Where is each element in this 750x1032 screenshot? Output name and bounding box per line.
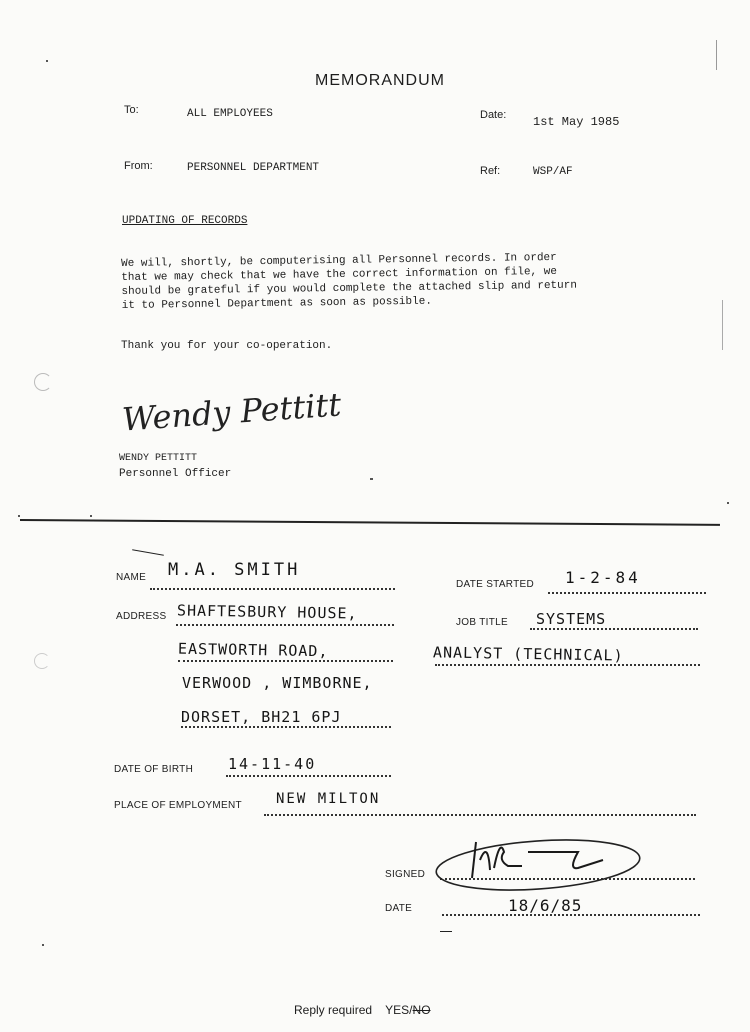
- tear-off-line: [20, 519, 720, 526]
- body-line: it to Personnel Department as soon as possible.: [121, 295, 433, 312]
- reply-label: Reply required: [294, 1003, 373, 1017]
- scan-speck: [722, 300, 723, 350]
- scan-speck: [727, 502, 729, 504]
- signature-squiggle-icon: [428, 830, 642, 892]
- signed-label: SIGNED: [385, 869, 426, 880]
- date-value: 1st May 1985: [533, 115, 620, 129]
- slip-date-value: 18/6/85: [508, 896, 583, 915]
- memo-subject: UPDATING OF RECORDS: [122, 215, 248, 227]
- scan-speck: [90, 515, 92, 517]
- slip-date-label: DATE: [385, 903, 413, 914]
- name-value: M.A. SMITH: [168, 560, 301, 580]
- from-label: From:: [124, 160, 153, 172]
- scan-speck: [46, 60, 48, 62]
- body-line: We will, shortly, be computerising all Personnel records. In order: [121, 251, 557, 270]
- job-title-dots: [435, 658, 700, 666]
- body-line: should be grateful if you would complete the attached slip and return: [121, 279, 578, 298]
- date-label: Date:: [480, 109, 507, 121]
- punch-hole-mark: [34, 373, 52, 391]
- punch-hole-mark: [34, 653, 50, 669]
- pen-stroke: [132, 549, 164, 556]
- ref-label: Ref:: [480, 165, 501, 177]
- job-title-line: ANALYST (TECHNICAL): [432, 643, 624, 665]
- job-title-dots: [530, 622, 698, 630]
- scan-speck: [716, 40, 717, 70]
- signer-title: Personnel Officer: [119, 468, 232, 480]
- signer-name: WENDY PETTITT: [119, 453, 198, 464]
- memo-body: [121, 251, 577, 313]
- ref-value: WSP/AF: [533, 166, 573, 178]
- memo-signature: Wendy Pettitt: [120, 385, 343, 439]
- address-line: VERWOOD , WIMBORNE,: [182, 674, 373, 692]
- pen-dash: [440, 931, 452, 932]
- dob-label: DATE OF BIRTH: [114, 764, 194, 775]
- memo-thanks: Thank you for your co-operation.: [121, 340, 333, 352]
- employee-signature-mark: [428, 830, 642, 892]
- scan-speck: [42, 944, 44, 946]
- to-label: To:: [124, 104, 139, 116]
- place-dots: [264, 808, 696, 816]
- dob-value: 14-11-40: [228, 755, 317, 773]
- name-label: NAME: [116, 572, 147, 583]
- memo-title: MEMORANDUM: [315, 72, 445, 89]
- date-started-label: DATE STARTED: [456, 579, 535, 590]
- place-value: NEW MILTON: [276, 791, 381, 807]
- address-dots: [181, 720, 391, 728]
- name-dots: [150, 580, 395, 590]
- address-dots: [178, 654, 393, 662]
- reply-yes: YES/: [385, 1003, 413, 1017]
- job-title-label: JOB TITLE: [456, 617, 508, 628]
- scan-speck: [370, 478, 373, 480]
- address-label: ADDRESS: [116, 611, 167, 622]
- scan-speck: [18, 515, 20, 517]
- job-title-line: SYSTEMS: [536, 610, 607, 628]
- body-line: that we may check that we have the correct information on file, we: [121, 265, 558, 284]
- place-label: PLACE OF EMPLOYMENT: [114, 800, 242, 811]
- reply-required: [294, 1003, 431, 1017]
- address-line: SHAFTESBURY HOUSE,: [176, 601, 358, 623]
- to-value: ALL EMPLOYEES: [187, 108, 273, 120]
- date-started-value: 1-2-84: [565, 568, 641, 587]
- reply-no: NO: [412, 1003, 431, 1017]
- address-dots: [176, 618, 394, 626]
- from-value: PERSONNEL DEPARTMENT: [187, 162, 320, 174]
- address-line: EASTWORTH ROAD,: [177, 639, 329, 661]
- address-line: DORSET, BH21 6PJ: [181, 708, 342, 726]
